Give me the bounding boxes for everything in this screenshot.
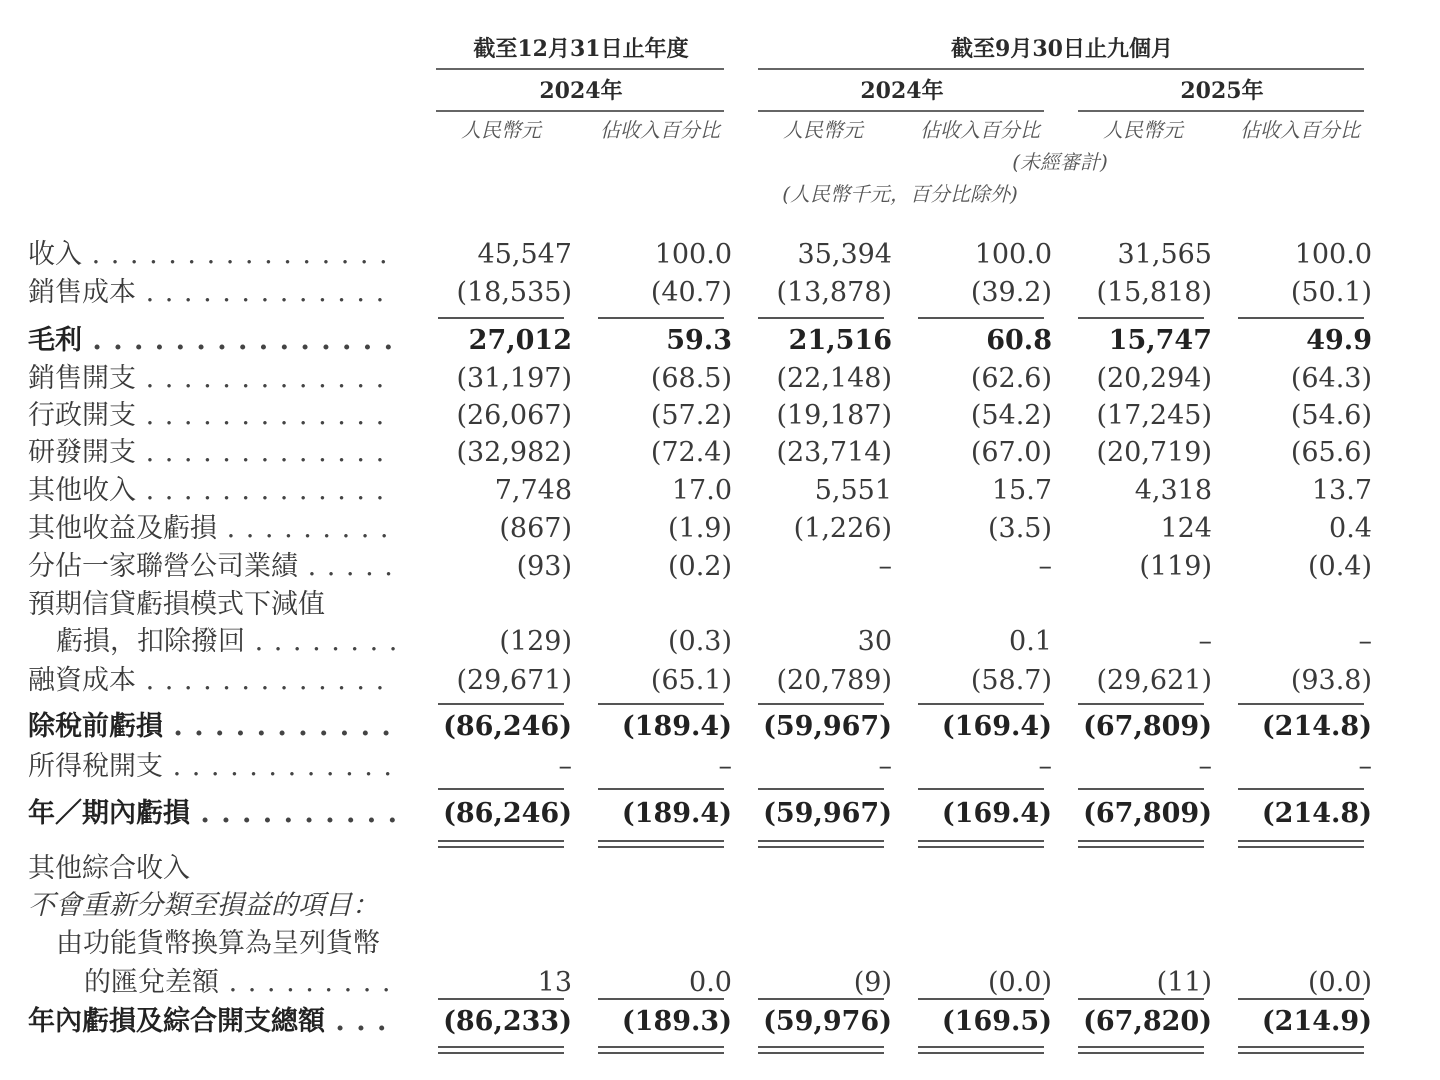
subtotal-rule	[918, 998, 1044, 1000]
percent-cell: (54.2)	[970, 400, 1052, 431]
col-header-rmb: 人民幣元	[461, 118, 541, 142]
percent-cell: (3.5)	[987, 513, 1052, 544]
year-header-fy2024: 2024年	[539, 78, 623, 104]
row-label-admin-expenses: 行政開支 . . .	[28, 399, 396, 433]
total-double-rule	[438, 1046, 564, 1054]
subtotal-rule	[1078, 317, 1204, 319]
amount-cell: (86,233)	[443, 1006, 572, 1037]
subtotal-rule	[598, 998, 724, 1000]
amount-cell: –	[1198, 751, 1212, 782]
row-label-oci-not-reclassified: 不會重新分類至損益的項目：	[28, 890, 379, 921]
percent-cell: 59.3	[666, 325, 732, 356]
year-rule-fy2024	[436, 110, 724, 112]
subtotal-rule	[758, 998, 884, 1000]
subtotal-rule	[438, 788, 564, 790]
amount-cell: 30	[857, 626, 892, 657]
percent-cell: 0.4	[1329, 513, 1372, 544]
row-label-translation-line1: 由功能貨幣換算為呈列貨幣	[56, 928, 380, 959]
amount-cell: 4,318	[1134, 475, 1212, 506]
percent-cell: (0.0)	[1307, 967, 1372, 998]
amount-cell: –	[878, 751, 892, 782]
amount-cell: (67,809)	[1083, 798, 1212, 829]
total-double-rule	[1078, 1046, 1204, 1054]
percent-cell: 49.9	[1306, 325, 1372, 356]
subtotal-rule	[1078, 788, 1204, 790]
percent-cell: (65.1)	[650, 665, 732, 696]
percent-cell: (214.9)	[1261, 1006, 1372, 1037]
amount-cell: (1,226)	[793, 513, 892, 544]
total-double-rule	[918, 1046, 1044, 1054]
amount-cell: (29,671)	[456, 665, 572, 696]
total-double-rule	[598, 840, 724, 848]
percent-cell: (0.3)	[667, 626, 732, 657]
percent-cell: (169.4)	[941, 711, 1052, 742]
amount-cell: (59,967)	[763, 798, 892, 829]
subtotal-rule	[1238, 703, 1364, 705]
row-label-finance-costs: 融資成本 . . .	[28, 664, 396, 698]
subtotal-rule	[758, 703, 884, 705]
percent-cell: (93.8)	[1290, 665, 1372, 696]
total-double-rule	[1238, 1046, 1364, 1054]
row-label-revenue: 收入 . . .	[28, 238, 396, 272]
percent-cell: 17.0	[671, 475, 732, 506]
col-header-rmb: 人民幣元	[783, 118, 863, 142]
subtotal-rule	[1078, 998, 1204, 1000]
amount-cell: (20,294)	[1096, 363, 1212, 394]
amount-cell: (18,535)	[456, 277, 572, 308]
amount-cell: (86,246)	[443, 798, 572, 829]
percent-cell: 60.8	[986, 325, 1052, 356]
subtotal-rule	[438, 317, 564, 319]
amount-cell: (119)	[1139, 551, 1212, 582]
total-double-rule	[758, 840, 884, 848]
amount-cell: (867)	[499, 513, 572, 544]
subtotal-rule	[918, 317, 1044, 319]
row-label-ecl-impairment: 預期信貸虧損模式下減值	[28, 589, 325, 620]
row-label-income-tax: 所得稅開支 . . .	[28, 750, 396, 784]
percent-cell: (0.4)	[1307, 551, 1372, 582]
subtotal-rule	[1238, 317, 1364, 319]
col-header-pct: 佔收入百分比	[1240, 118, 1360, 142]
row-label-share-of-associate: 分佔一家聯營公司業績 . . .	[28, 550, 396, 584]
amount-cell: 45,547	[477, 239, 572, 270]
amount-cell: (13,878)	[776, 277, 892, 308]
percent-cell: –	[1358, 626, 1372, 657]
subtotal-rule	[598, 788, 724, 790]
percent-cell: (1.9)	[667, 513, 732, 544]
period-header-fy: 截至12月31日止年度	[473, 36, 689, 62]
percent-cell: (67.0)	[970, 437, 1052, 468]
percent-cell: (0.0)	[987, 967, 1052, 998]
percent-cell: –	[1358, 751, 1372, 782]
percent-cell: (40.7)	[650, 277, 732, 308]
percent-cell: (68.5)	[650, 363, 732, 394]
percent-cell: 13.7	[1311, 475, 1372, 506]
amount-cell: (22,148)	[776, 363, 892, 394]
percent-cell: –	[1038, 751, 1052, 782]
percent-cell: 100.0	[1294, 239, 1372, 270]
amount-cell: 31,565	[1117, 239, 1212, 270]
row-label-selling-expenses: 銷售開支 . . .	[28, 362, 396, 396]
amount-cell: (9)	[853, 967, 892, 998]
percent-cell: (39.2)	[970, 277, 1052, 308]
row-label-oci: 其他綜合收入	[28, 853, 190, 884]
percent-cell: (58.7)	[970, 665, 1052, 696]
percent-cell: (0.2)	[667, 551, 732, 582]
amount-cell: 13	[537, 967, 572, 998]
percent-cell: –	[1038, 551, 1052, 582]
subtotal-rule	[1238, 998, 1364, 1000]
percent-cell: (64.3)	[1290, 363, 1372, 394]
subtotal-rule	[598, 317, 724, 319]
total-double-rule	[598, 1046, 724, 1054]
row-label-other-gains-losses: 其他收益及虧損 . . .	[28, 512, 396, 546]
row-label-ecl-net-of-reversal: 虧損，扣除撥回 . . .	[56, 625, 396, 659]
unaudited-note: (未經審計)	[1012, 150, 1108, 174]
year-rule-9m2025	[1078, 110, 1364, 112]
subtotal-rule	[1238, 788, 1364, 790]
percent-cell: (169.5)	[941, 1006, 1052, 1037]
period-rule-fy	[436, 68, 724, 70]
percent-cell: (62.6)	[970, 363, 1052, 394]
amount-cell: (19,187)	[776, 400, 892, 431]
amount-cell: (67,809)	[1083, 711, 1212, 742]
row-label-translation-line2: 的匯兌差額 . . .	[84, 966, 396, 1000]
subtotal-rule	[918, 703, 1044, 705]
row-label-loss-for-period: 年／期內虧損 . . .	[28, 797, 396, 831]
amount-cell: (20,719)	[1096, 437, 1212, 468]
percent-cell: (57.2)	[650, 400, 732, 431]
amount-cell: (17,245)	[1096, 400, 1212, 431]
amount-cell: (20,789)	[776, 665, 892, 696]
period-header-9m: 截至9月30日止九個月	[951, 36, 1173, 62]
percent-cell: (169.4)	[941, 798, 1052, 829]
percent-cell: (189.3)	[621, 1006, 732, 1037]
col-header-pct: 佔收入百分比	[600, 118, 720, 142]
percent-cell: 100.0	[654, 239, 732, 270]
amount-cell: (11)	[1156, 967, 1212, 998]
unit-note: (人民幣千元，百分比除外)	[782, 182, 1018, 206]
amount-cell: (86,246)	[443, 711, 572, 742]
amount-cell: 7,748	[494, 475, 572, 506]
total-double-rule	[1078, 840, 1204, 848]
amount-cell: (15,818)	[1096, 277, 1212, 308]
percent-cell: (50.1)	[1290, 277, 1372, 308]
total-double-rule	[438, 840, 564, 848]
amount-cell: 27,012	[468, 325, 572, 356]
amount-cell: (67,820)	[1083, 1006, 1212, 1037]
year-header-9m2024: 2024年	[860, 78, 944, 104]
amount-cell: 5,551	[814, 475, 892, 506]
total-double-rule	[918, 840, 1044, 848]
amount-cell: (29,621)	[1096, 665, 1212, 696]
subtotal-rule	[758, 317, 884, 319]
year-rule-9m2024	[758, 110, 1044, 112]
percent-cell: 100.0	[974, 239, 1052, 270]
amount-cell: (31,197)	[456, 363, 572, 394]
subtotal-rule	[438, 998, 564, 1000]
total-double-rule	[1238, 840, 1364, 848]
row-label-rd-expenses: 研發開支 . . .	[28, 436, 396, 470]
amount-cell: (59,976)	[763, 1006, 892, 1037]
amount-cell: 21,516	[788, 325, 892, 356]
amount-cell: 15,747	[1108, 325, 1212, 356]
amount-cell: 35,394	[797, 239, 892, 270]
total-double-rule	[758, 1046, 884, 1054]
amount-cell: –	[878, 551, 892, 582]
period-rule-9m	[758, 68, 1364, 70]
row-label-gross-profit: 毛利 . . .	[28, 324, 396, 358]
percent-cell: (189.4)	[621, 711, 732, 742]
amount-cell: (93)	[516, 551, 572, 582]
amount-cell: (26,067)	[456, 400, 572, 431]
percent-cell: (214.8)	[1261, 711, 1372, 742]
amount-cell: –	[558, 751, 572, 782]
percent-cell: 0.0	[689, 967, 732, 998]
subtotal-rule	[1078, 703, 1204, 705]
subtotal-rule	[758, 788, 884, 790]
amount-cell: –	[1198, 626, 1212, 657]
row-label-loss-before-tax: 除稅前虧損 . . .	[28, 710, 396, 744]
percent-cell: (214.8)	[1261, 798, 1372, 829]
percent-cell: –	[718, 751, 732, 782]
amount-cell: (32,982)	[456, 437, 572, 468]
amount-cell: (129)	[499, 626, 572, 657]
subtotal-rule	[438, 703, 564, 705]
percent-cell: (65.6)	[1290, 437, 1372, 468]
percent-cell: 0.1	[1009, 626, 1052, 657]
percent-cell: 15.7	[991, 475, 1052, 506]
row-label-cost-of-sales: 銷售成本 . . .	[28, 276, 396, 310]
amount-cell: 124	[1160, 513, 1212, 544]
row-label-total-comprehensive-loss: 年內虧損及綜合開支總額 . . .	[28, 1005, 396, 1039]
percent-cell: (54.6)	[1290, 400, 1372, 431]
subtotal-rule	[598, 703, 724, 705]
percent-cell: (72.4)	[650, 437, 732, 468]
amount-cell: (59,967)	[763, 711, 892, 742]
percent-cell: (189.4)	[621, 798, 732, 829]
col-header-pct: 佔收入百分比	[920, 118, 1040, 142]
row-label-other-income: 其他收入 . . .	[28, 474, 396, 508]
year-header-9m2025: 2025年	[1180, 78, 1264, 104]
subtotal-rule	[918, 788, 1044, 790]
amount-cell: (23,714)	[776, 437, 892, 468]
col-header-rmb: 人民幣元	[1103, 118, 1183, 142]
